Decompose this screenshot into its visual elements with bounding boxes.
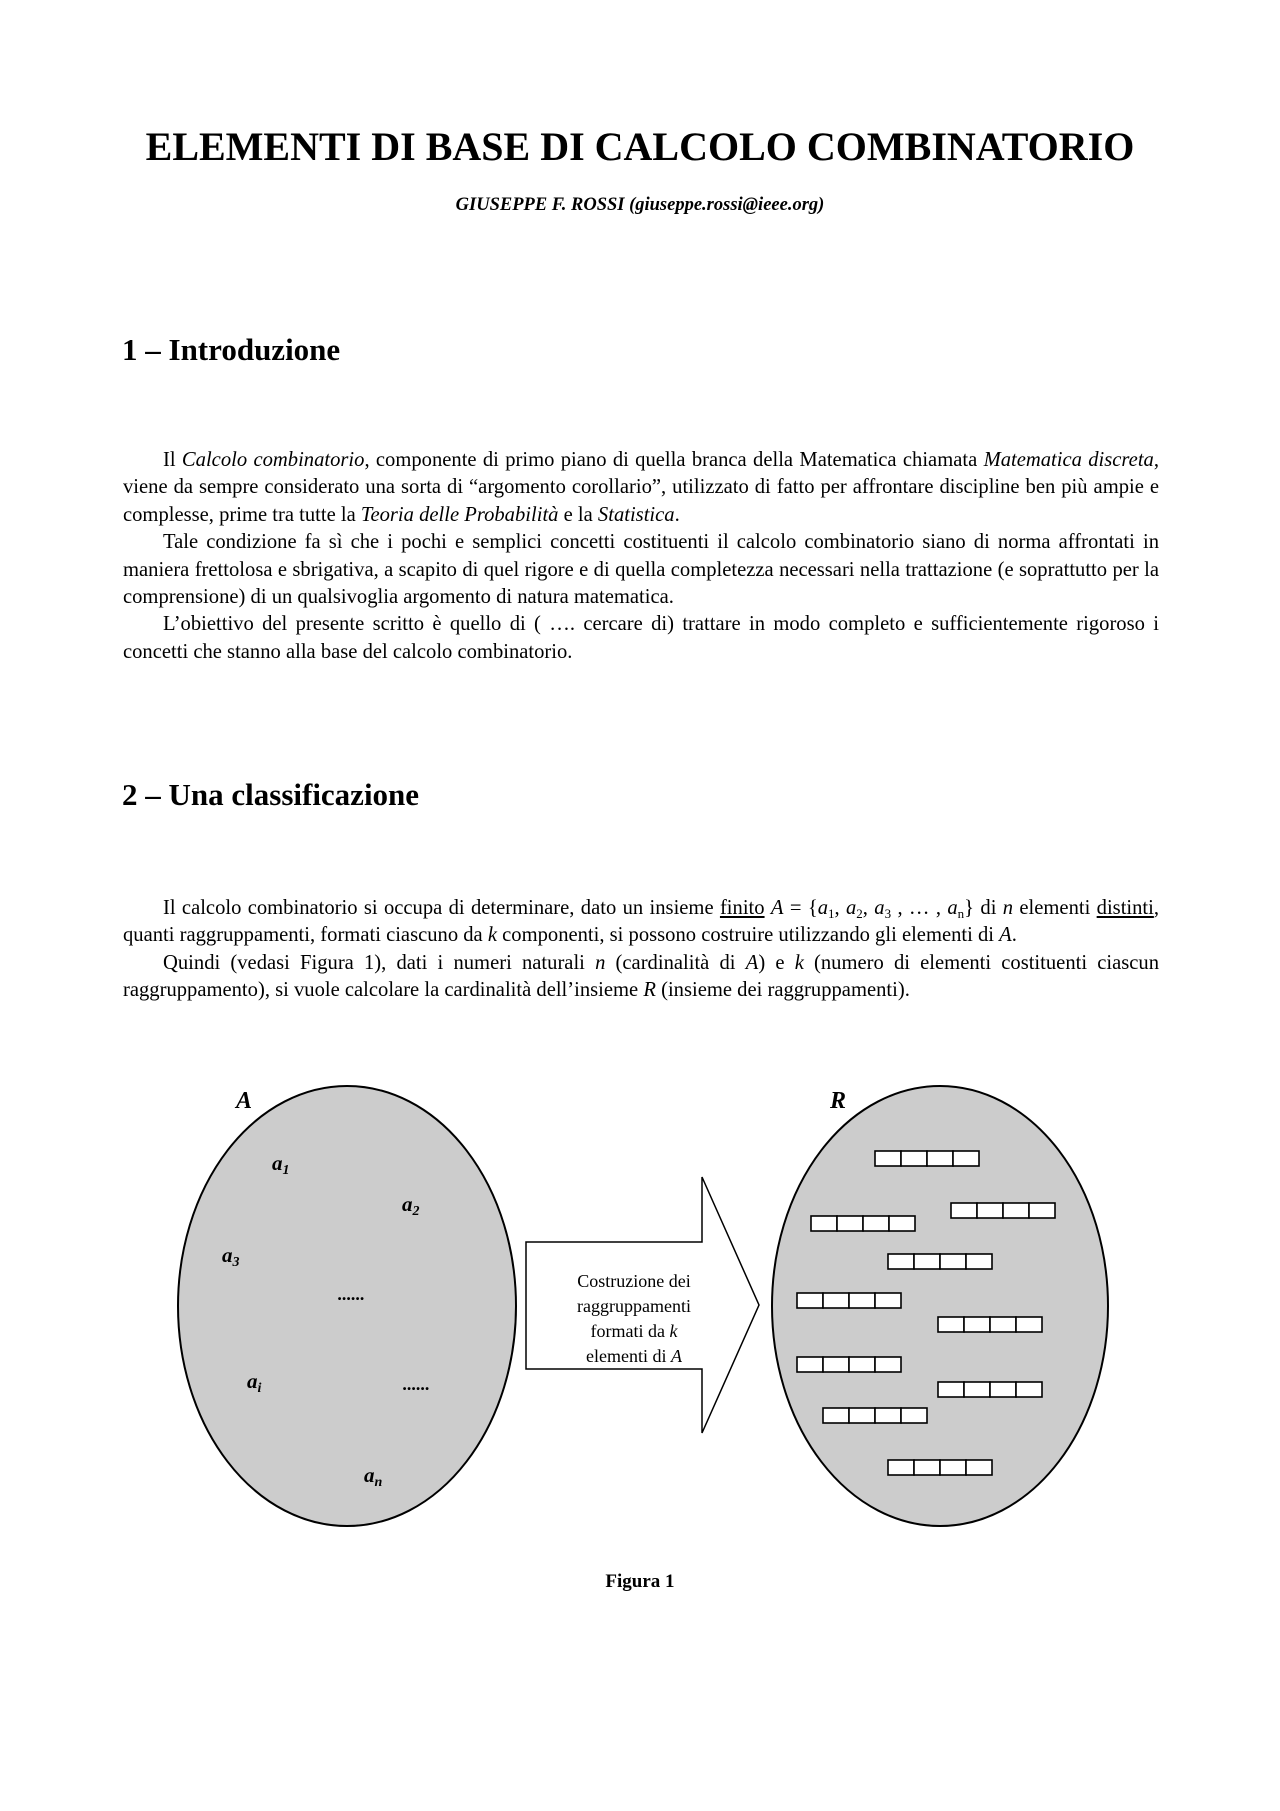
section-heading-introduzione: 1 – Introduzione xyxy=(122,332,341,367)
paragraph xyxy=(123,447,1159,529)
grouping-box xyxy=(938,1382,1042,1397)
grouping-cell xyxy=(938,1317,964,1332)
grouping-cell xyxy=(797,1293,823,1308)
grouping-cell xyxy=(940,1460,966,1475)
figure-caption: Figura 1 xyxy=(605,1571,675,1592)
grouping-cell xyxy=(966,1460,992,1475)
grouping-box xyxy=(811,1216,915,1231)
grouping-cell xyxy=(888,1460,914,1475)
grouping-box xyxy=(875,1151,979,1166)
grouping-box xyxy=(888,1254,992,1269)
text: , componente di primo piano di quella branca della Matematica chiamata xyxy=(364,449,984,471)
grouping-cell xyxy=(977,1203,1003,1218)
grouping-cell xyxy=(875,1408,901,1423)
grouping-cell xyxy=(811,1216,837,1231)
text: (insieme dei raggruppamenti). xyxy=(655,979,910,1002)
document-title: ELEMENTI DI BASE DI CALCOLO COMBINATORIO xyxy=(145,124,1135,169)
grouping-box xyxy=(951,1203,1055,1218)
element-a2: a2 xyxy=(402,1192,420,1219)
text: . xyxy=(674,503,680,526)
math-var: R xyxy=(643,979,656,1002)
element-an: an xyxy=(364,1463,383,1490)
section-heading-classificazione: 2 – Una classificazione xyxy=(122,777,420,812)
math-var: n xyxy=(1002,897,1014,919)
math-var: A xyxy=(999,924,1012,947)
ellipsis-dots: ...... xyxy=(338,1284,365,1304)
grouping-box xyxy=(938,1317,1042,1332)
underlined-term: distinti xyxy=(1096,897,1154,919)
element-a1: a1 xyxy=(272,1151,290,1178)
math-var: A xyxy=(770,897,784,919)
grouping-cell xyxy=(990,1317,1016,1332)
emphasis: Matematica discreta xyxy=(983,449,1154,471)
author-line: GIUSEPPE F. ROSSI (giuseppe.rossi@ieee.org) xyxy=(455,195,825,215)
grouping-cell xyxy=(914,1254,940,1269)
text: ) e xyxy=(758,951,795,974)
grouping-cell xyxy=(797,1357,823,1372)
text: componenti, si possono costruire utilizzando gli elementi di xyxy=(497,924,1000,947)
grouping-cell xyxy=(914,1460,940,1475)
paragraph xyxy=(123,950,1159,1005)
paragraph xyxy=(123,895,1159,950)
math-var: k xyxy=(487,924,497,947)
element-ai: ai xyxy=(247,1369,262,1396)
grouping-cell xyxy=(875,1293,901,1308)
grouping-cell xyxy=(849,1408,875,1423)
grouping-cell xyxy=(953,1151,979,1166)
section-2-body xyxy=(123,895,1159,1005)
math-var: a xyxy=(874,897,885,919)
text: , quanti raggruppamenti, formati ciascuno da xyxy=(123,897,1160,947)
grouping-cell xyxy=(1016,1317,1042,1332)
set-a-ellipse xyxy=(178,1086,516,1526)
grouping-cell xyxy=(863,1216,889,1231)
set-r xyxy=(772,1086,1108,1526)
grouping-cell xyxy=(849,1293,875,1308)
grouping-cell xyxy=(888,1254,914,1269)
arrow-text-line-4: elementi di A xyxy=(586,1346,682,1366)
text: = { xyxy=(783,897,818,919)
grouping-cell xyxy=(938,1382,964,1397)
figure-1-diagram xyxy=(0,1070,1280,1550)
text: . xyxy=(1011,924,1017,947)
set-a xyxy=(178,1086,516,1526)
arrow-text-line-1: Costruzione dei xyxy=(577,1271,691,1291)
grouping-cell xyxy=(901,1408,927,1423)
text: , xyxy=(862,897,875,919)
text: Il calcolo combinatorio si occupa di determinare, dato un insieme xyxy=(163,897,720,919)
ellipsis-dots: ...... xyxy=(403,1374,430,1394)
grouping-cell xyxy=(837,1216,863,1231)
paragraph: L’obiettivo del presente scritto è quello di ( …. cercare di) trattare in modo completo e sufficientemente rigoroso i concetti che stanno alla base del calcolo combinatorio. xyxy=(123,613,1159,663)
grouping-cell xyxy=(875,1151,901,1166)
text: , xyxy=(834,897,846,919)
paragraph: Tale condizione fa sì che i pochi e semplici concetti costituenti il calcolo combinatorio siano di norma affrontati in maniera frettolosa e sbrigativa, a scapito di quel rigore e di quella completezza necessari nella trattazione (e soprattutto per la comprensione) di un qualsivoglia argomento di natura matematica. xyxy=(123,531,1159,609)
grouping-cell xyxy=(964,1382,990,1397)
grouping-cell xyxy=(964,1317,990,1332)
grouping-cell xyxy=(951,1203,977,1218)
construction-arrow xyxy=(526,1177,759,1433)
grouping-box xyxy=(797,1357,901,1372)
grouping-box xyxy=(797,1293,901,1308)
subscript: 1 xyxy=(828,906,835,921)
subscript: n xyxy=(957,906,965,921)
grouping-cell xyxy=(901,1151,927,1166)
section-1-body xyxy=(123,447,1159,666)
grouping-cell xyxy=(1003,1203,1029,1218)
grouping-cell xyxy=(966,1254,992,1269)
arrow-text-line-2: raggruppamenti xyxy=(577,1296,691,1316)
text: (numero di elementi costituenti ciascun raggruppamento), si vuole calcolare la cardinalità dell’insieme xyxy=(123,951,1159,1002)
text: } di xyxy=(964,897,1003,919)
grouping-cell xyxy=(889,1216,915,1231)
set-r-label: R xyxy=(830,1088,847,1114)
emphasis: Statistica xyxy=(597,503,675,526)
math-var: n xyxy=(595,951,606,974)
grouping-cell xyxy=(1029,1203,1055,1218)
grouping-cell xyxy=(940,1254,966,1269)
emphasis: Teoria delle Probabilità xyxy=(360,503,559,526)
text: Quindi (vedasi Figura 1), dati i numeri naturali xyxy=(163,951,596,974)
grouping-box xyxy=(823,1408,927,1423)
emphasis: Calcolo combinatorio xyxy=(181,449,365,471)
text: (cardinalità di xyxy=(605,951,746,974)
text: elementi xyxy=(1013,897,1097,919)
grouping-box xyxy=(888,1460,992,1475)
subscript: 3 xyxy=(884,906,892,921)
grouping-cell xyxy=(823,1357,849,1372)
grouping-cell xyxy=(823,1408,849,1423)
element-a3: a3 xyxy=(222,1243,240,1270)
grouping-cell xyxy=(1016,1382,1042,1397)
grouping-cell xyxy=(849,1357,875,1372)
text: e la xyxy=(558,503,598,526)
underlined-term: finito xyxy=(719,897,765,919)
text: , viene da sempre considerato una sorta di “argomento corollario”, utilizzato di fatto per affrontare discipline ben più ampie e complesse, prime tra tutte la xyxy=(123,449,1159,526)
text: , … , xyxy=(891,897,948,919)
math-var: a xyxy=(846,897,857,919)
math-var: k xyxy=(794,951,804,974)
grouping-cell xyxy=(927,1151,953,1166)
arrow-text-line-3: formati da k xyxy=(590,1321,678,1341)
grouping-cell xyxy=(823,1293,849,1308)
math-var: a xyxy=(817,897,828,919)
subscript: 2 xyxy=(856,906,863,921)
grouping-cell xyxy=(875,1357,901,1372)
set-a-label: A xyxy=(236,1088,253,1114)
math-var: a xyxy=(947,897,958,919)
grouping-cell xyxy=(990,1382,1016,1397)
text: Il xyxy=(163,449,182,471)
math-var: A xyxy=(745,951,759,974)
